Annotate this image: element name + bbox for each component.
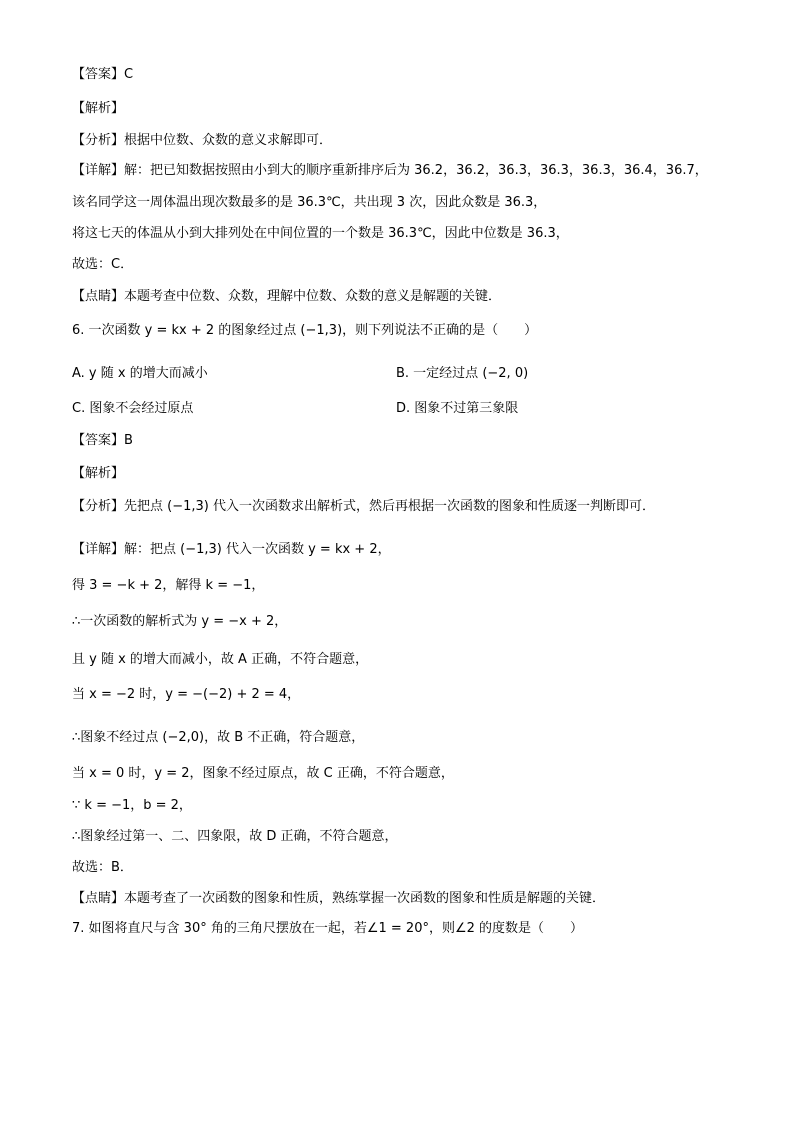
q5-jiexi-heading: 【解析】 [72,101,125,116]
q6-option-c: C. 图象不会经过原点 [72,401,194,416]
q5-answer: 【答案】C [72,67,134,82]
q6-detail-line-3: ∴一次函数的解析式为 y = −x + 2， [72,614,288,629]
q6-detail-line-10: 故选：B． [72,860,133,875]
q6-detail-line-4: 且 y 随 x 的增大而减小，故 A 正确，不符合题意， [72,652,369,667]
q6-analysis: 【分析】先把点 (−1,3) 代入一次函数求出解析式，然后再根据一次函数的图象和性质逐一判断即可． [72,499,655,514]
q6-comment: 【点睛】本题考查了一次函数的图象和性质，熟练掌握一次函数的图象和性质是解题的关键． [72,891,606,906]
q5-detail-line-4: 故选：C． [72,257,134,272]
q7-question: 7. 如图将直尺与含 30° 角的三角尺摆放在一起，若∠1 = 20°，则∠2 的度数是（ ） [72,921,584,936]
q6-detail-line-5: 当 x = −2 时，y = −(−2) + 2 = 4， [72,687,301,702]
q6-option-b: B. 一定经过点 (−2, 0) [396,366,529,381]
q6-detail-line-2: 得 3 = −k + 2，解得 k = −1， [72,578,265,593]
q6-option-a: A. y 随 x 的增大而减小 [72,366,208,381]
q5-detail-line-3: 将这七天的体温从小到大排列处在中间位置的一个数是 36.3℃，因此中位数是 36.3， [72,226,569,241]
q6-detail-line-7: 当 x = 0 时，y = 2，图象不经过原点，故 C 正确，不符合题意， [72,766,454,781]
q6-question: 6. 一次函数 y = kx + 2 的图象经过点 (−1,3)，则下列说法不正确的是（ ） [72,323,538,338]
q6-jiexi-heading: 【解析】 [72,466,125,481]
q5-analysis: 【分析】根据中位数、众数的意义求解即可． [72,133,333,148]
q6-option-d: D. 图象不过第三象限 [396,401,519,416]
q6-detail-line-9: ∴图象经过第一、二、四象限，故 D 正确，不符合题意， [72,829,398,844]
q5-detail-line-1: 【详解】解：把已知数据按照由小到大的顺序重新排序后为 36.2，36.2，36.3，36.3，36.3，36.4，36.7， [72,163,708,178]
q6-detail-line-1: 【详解】解：把点 (−1,3) 代入一次函数 y = kx + 2， [72,542,391,557]
q5-comment: 【点睛】本题考查中位数、众数，理解中位数、众数的意义是解题的关键． [72,289,502,304]
q5-detail-line-2: 该名同学这一周体温出现次数最多的是 36.3℃，共出现 3 次，因此众数是 36.3， [72,195,547,210]
q6-detail-line-6: ∴图象不经过点 (−2,0)，故 B 不正确，符合题意， [72,730,365,745]
q6-detail-line-8: ∵ k = −1，b = 2， [72,798,192,813]
q6-answer: 【答案】B [72,433,133,448]
